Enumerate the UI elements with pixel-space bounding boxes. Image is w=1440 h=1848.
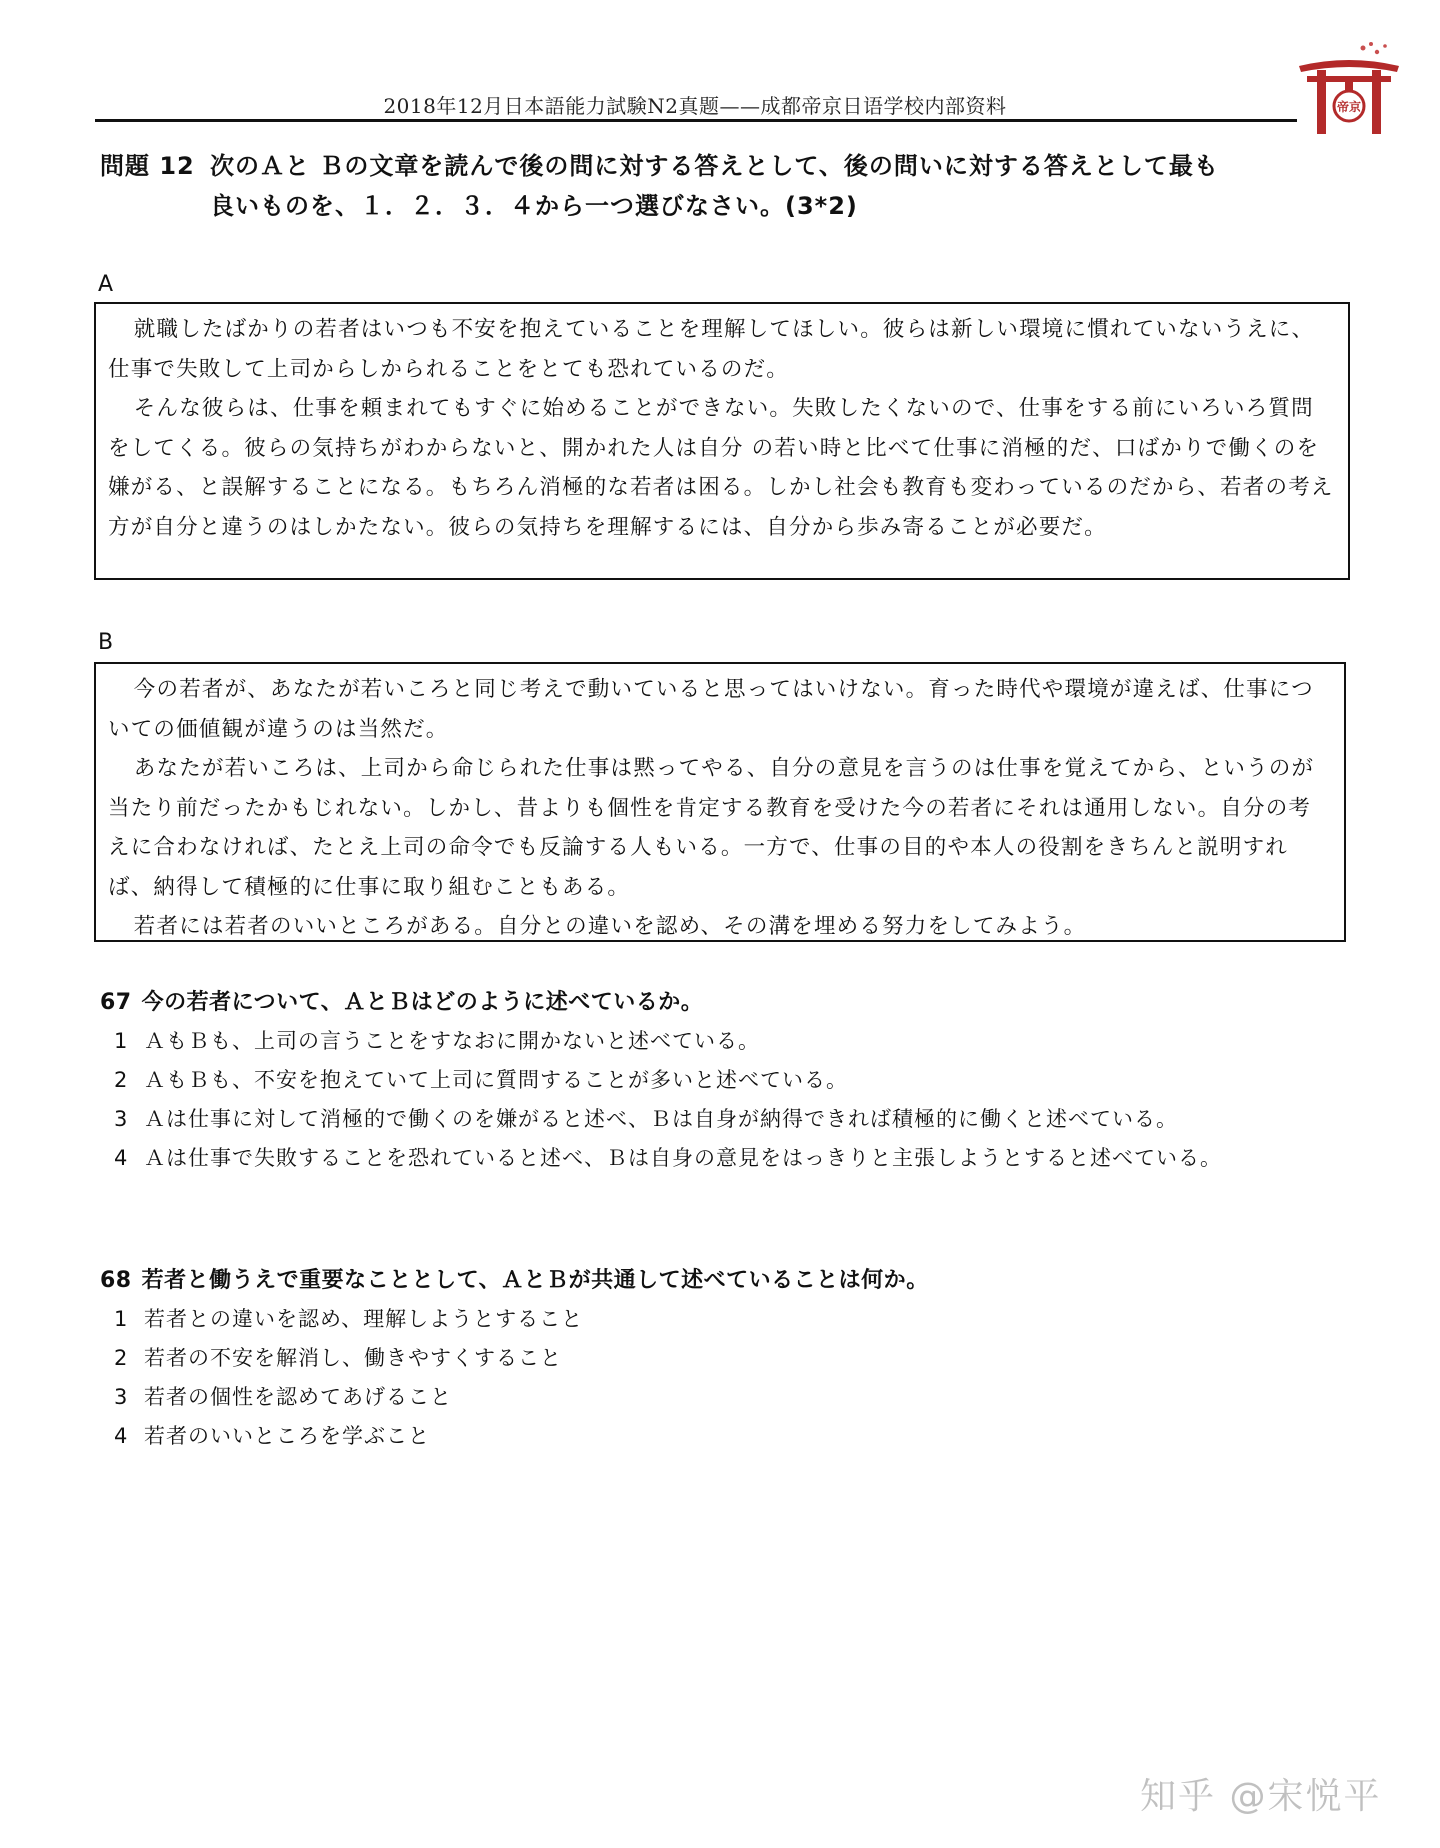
page-header-title: 2018年12月日本語能力試験N2真题——成都帝京日语学校内部资料: [383, 94, 1007, 118]
answer-option[interactable]: [100, 1417, 1350, 1456]
watermark: 知乎 @宋悦平: [1140, 1776, 1382, 1817]
option-number: 4: [114, 1146, 129, 1170]
option-number: 2: [114, 1346, 129, 1370]
option-number: 4: [114, 1424, 129, 1448]
option-text: Ａは仕事に対して消極的で働くのを嫌がると述べ、Ｂは自身が納得できれば積極的に働くと述べている。: [144, 1107, 1178, 1131]
problem-number: 問題 12: [100, 152, 195, 180]
instruction-text-1: 次のＡと Ｂの文章を読んで後の問に対する答えとして、後の問いに対する答えとして最も: [210, 152, 1219, 180]
answer-option[interactable]: [100, 1300, 1350, 1339]
option-number: 3: [114, 1107, 129, 1131]
option-text: Ａは仕事で失敗することを恐れていると述べ、Ｂは自身の意見をはっきりと主張しようとすると述べている。: [144, 1146, 1222, 1170]
option-text: 若者の個性を認めてあげること: [144, 1385, 452, 1409]
passage-b-label: B: [98, 630, 114, 655]
instruction-line-1: [100, 146, 1360, 186]
school-logo-icon: [1293, 40, 1405, 140]
question-stem: [100, 1262, 1350, 1300]
answer-option[interactable]: [100, 1378, 1350, 1417]
question-67: [100, 984, 1350, 1178]
option-number: 3: [114, 1385, 129, 1409]
question-stem-text: 今の若者について、ＡとＢはどのように述べているか。: [141, 990, 704, 1015]
option-number: 1: [114, 1029, 129, 1053]
passage-a-box: [94, 302, 1350, 580]
passage-a-label: A: [98, 272, 114, 297]
option-text: 若者のいいところを学ぶこと: [144, 1424, 430, 1448]
passage-a-paragraph: 就職したばかりの若者はいつも不安を抱えていることを理解してほしい。彼らは新しい環境に慣れていないうえに、仕事で失敗して上司からしかられることをとても恐れているのだ。: [108, 317, 1315, 382]
answer-option[interactable]: [100, 1100, 1350, 1139]
question-instruction: [100, 146, 1360, 226]
option-number: 1: [114, 1307, 129, 1331]
passage-b-paragraph: 今の若者が、あなたが若いころと同じ考えで動いていると思ってはいけない。育った時代や環境が違えば、仕事についての価値観が違うのは当然だ。: [108, 677, 1314, 742]
passage-b-box: [94, 662, 1346, 942]
question-stem-text: 若者と働うえで重要なこととして、ＡとＢが共通して述べていることは何か。: [141, 1268, 929, 1293]
passage-b-paragraph: あなたが若いころは、上司から命じられた仕事は黙ってやる、自分の意見を言うのは仕事を覚えてから、というのが当たり前だったかもじれない。しかし、昔よりも個性を肯定する教育を受けた今の若者にそれは通用しない。自分の考えに合わなければ、たとえ上司の命令でも反論する人もいる。一方で、仕事の目的や本人の役割をきちんと説明すれば、納得して積極的に仕事に取り組むこともある。: [108, 756, 1315, 900]
header-divider: [95, 119, 1297, 122]
question-stem: [100, 984, 1350, 1022]
instruction-text-2: 良いものを、１．２．３．４から一つ選びなさい。(3*2): [210, 192, 858, 220]
question-number: 67: [100, 990, 132, 1015]
option-number: 2: [114, 1068, 129, 1092]
answer-option[interactable]: [100, 1139, 1350, 1178]
answer-option[interactable]: [100, 1339, 1350, 1378]
question-68: [100, 1262, 1350, 1456]
question-number: 68: [100, 1268, 132, 1293]
option-text: ＡもＢも、不安を抱えていて上司に質問することが多いと述べている。: [144, 1068, 848, 1092]
option-text: 若者との違いを認め、理解しようとすること: [144, 1307, 584, 1331]
answer-option[interactable]: [100, 1061, 1350, 1100]
logo-text: 帝京: [1336, 100, 1362, 114]
option-text: ＡもＢも、上司の言うことをすなおに開かないと述べている。: [144, 1029, 760, 1053]
passage-a-paragraph: そんな彼らは、仕事を頼まれてもすぐに始めることができない。失敗したくないので、仕事をする前にいろいろ質問をしてくる。彼らの気持ちがわからないと、開かれた人は自分 の若い時と比べて仕事に消極的だ、口ばかりで働くのを嫌がる、と誤解することになる。もちろん消極的な若者は困る。しかし社会も教育も変わっているのだから、若者の考え方が自分と違うのはしかたない。彼らの気持ちを理解するには、自分から歩み寄ることが必要だ。: [108, 396, 1334, 540]
answer-option[interactable]: [100, 1022, 1350, 1061]
option-text: 若者の不安を解消し、働きやすくすること: [144, 1346, 562, 1370]
passage-b-paragraph: 若者には若者のいいところがある。自分との違いを認め、その溝を埋める努力をしてみよう。: [133, 914, 1087, 939]
